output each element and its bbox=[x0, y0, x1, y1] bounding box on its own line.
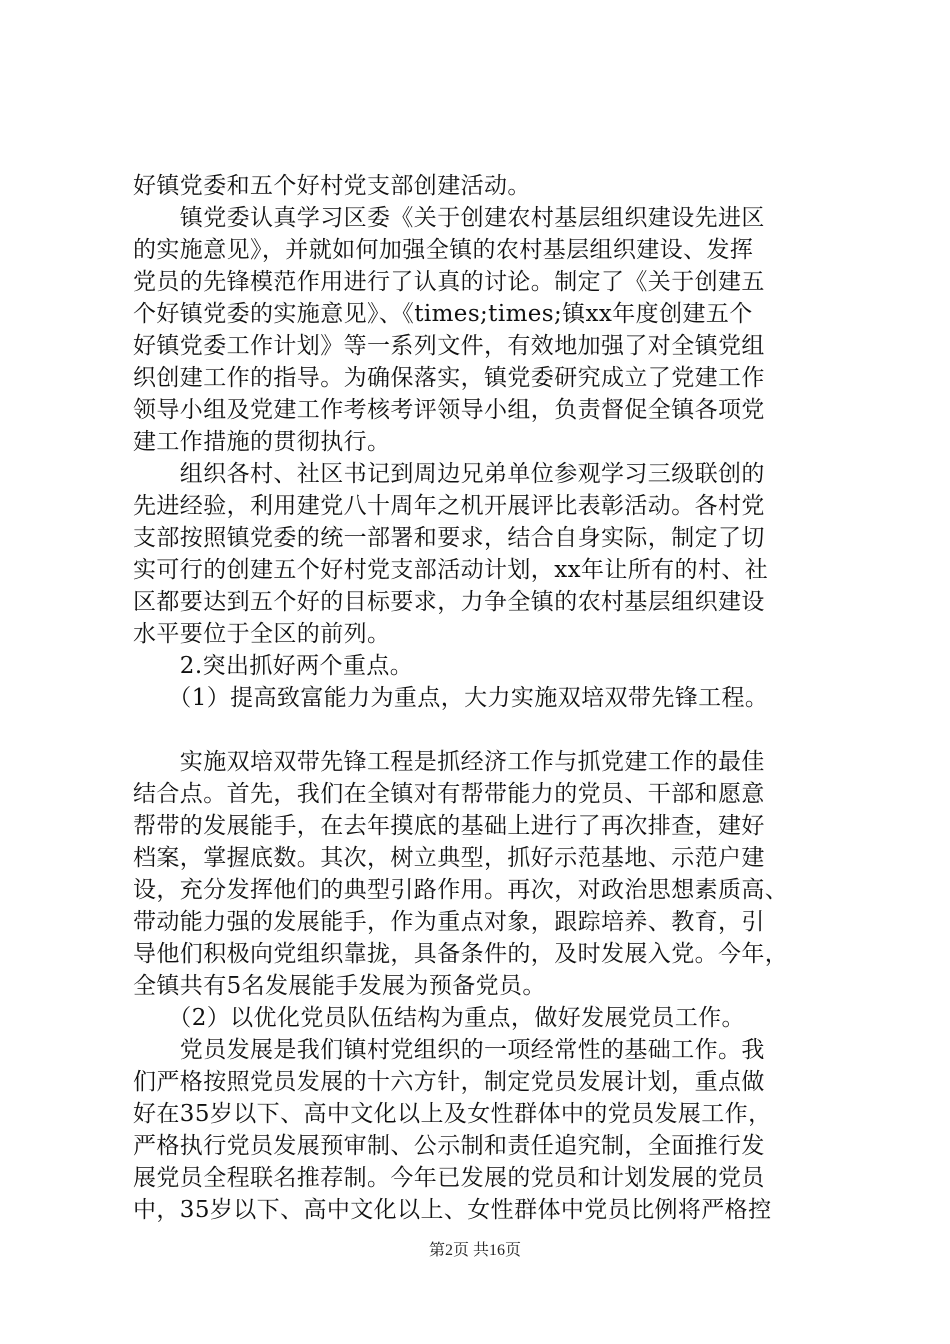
document-body bbox=[133, 170, 833, 1226]
text-line: 好镇党委和五个好村党支部创建活动。 bbox=[133, 173, 531, 199]
section-heading: 2.突出抓好两个重点。 bbox=[133, 653, 414, 679]
text-line: 区都要达到五个好的目标要求，力争全镇的农村基层组织建设 bbox=[133, 589, 765, 615]
text-line: 好镇党委工作计划》等一系列文件，有效地加强了对全镇党组 bbox=[133, 333, 765, 359]
subsection-heading: （1）提高致富能力为重点，大力实施双培双带先锋工程。 bbox=[133, 685, 769, 711]
text-line: 设，充分发挥他们的典型引路作用。再次，对政治思想素质高、 bbox=[133, 877, 789, 903]
text-line: 展党员全程联名推荐制。今年已发展的党员和计划发展的党员 bbox=[133, 1165, 765, 1191]
text-line: 带动能力强的发展能手，作为重点对象，跟踪培养、教育，引 bbox=[133, 909, 765, 935]
page-number-footer: 第2页 共16页 bbox=[428, 1242, 521, 1259]
text-line: 中，35岁以下、高中文化以上、女性群体中党员比例将严格控 bbox=[133, 1197, 772, 1223]
text-line: 领导小组及党建工作考核考评领导小组，负责督促全镇各项党 bbox=[133, 397, 765, 423]
text-line: 组织各村、社区书记到周边兄弟单位参观学习三级联创的 bbox=[133, 461, 765, 487]
text-line: 织创建工作的指导。为确保落实，镇党委研究成立了党建工作 bbox=[133, 365, 765, 391]
text-line: 建工作措施的贯彻执行。 bbox=[133, 429, 391, 455]
text-line: 实施双培双带先锋工程是抓经济工作与抓党建工作的最佳 bbox=[133, 749, 765, 775]
text-line: 们严格按照党员发展的十六方针，制定党员发展计划，重点做 bbox=[133, 1069, 765, 1095]
text-line: 个好镇党委的实施意见》、《times;times;镇xx年度创建五个 bbox=[133, 301, 753, 327]
text-line: 档案，掌握底数。其次，树立典型，抓好示范基地、示范户建 bbox=[133, 845, 765, 871]
text-line: 水平要位于全区的前列。 bbox=[133, 621, 391, 647]
subsection-heading: （2）以优化党员队伍结构为重点，做好发展党员工作。 bbox=[133, 1005, 745, 1031]
text-line: 先进经验，利用建党八十周年之机开展评比表彰活动。各村党 bbox=[133, 493, 765, 519]
blank-line bbox=[133, 714, 833, 746]
text-line: 的实施意见》，并就如何加强全镇的农村基层组织建设、发挥 bbox=[133, 237, 754, 263]
text-line: 好在35岁以下、高中文化以上及女性群体中的党员发展工作， bbox=[133, 1101, 772, 1127]
text-line: 镇党委认真学习区委《关于创建农村基层组织建设先进区 bbox=[133, 205, 765, 231]
text-line: 严格执行党员发展预审制、公示制和责任追究制，全面推行发 bbox=[133, 1133, 765, 1159]
text-line: 党员发展是我们镇村党组织的一项经常性的基础工作。我 bbox=[133, 1037, 765, 1063]
text-line: 结合点。首先，我们在全镇对有帮带能力的党员、干部和愿意 bbox=[133, 781, 765, 807]
text-line: 全镇共有5名发展能手发展为预备党员。 bbox=[133, 973, 546, 999]
text-line: 导他们积极向党组织靠拢，具备条件的，及时发展入党。今年， bbox=[133, 941, 789, 967]
text-line: 党员的先锋模范作用进行了认真的讨论。制定了《关于创建五 bbox=[133, 269, 765, 295]
text-line: 支部按照镇党委的统一部署和要求，结合自身实际，制定了切 bbox=[133, 525, 765, 551]
text-line: 实可行的创建五个好村党支部活动计划，xx年让所有的村、社 bbox=[133, 557, 769, 583]
text-line: 帮带的发展能手，在去年摸底的基础上进行了再次排查，建好 bbox=[133, 813, 765, 839]
